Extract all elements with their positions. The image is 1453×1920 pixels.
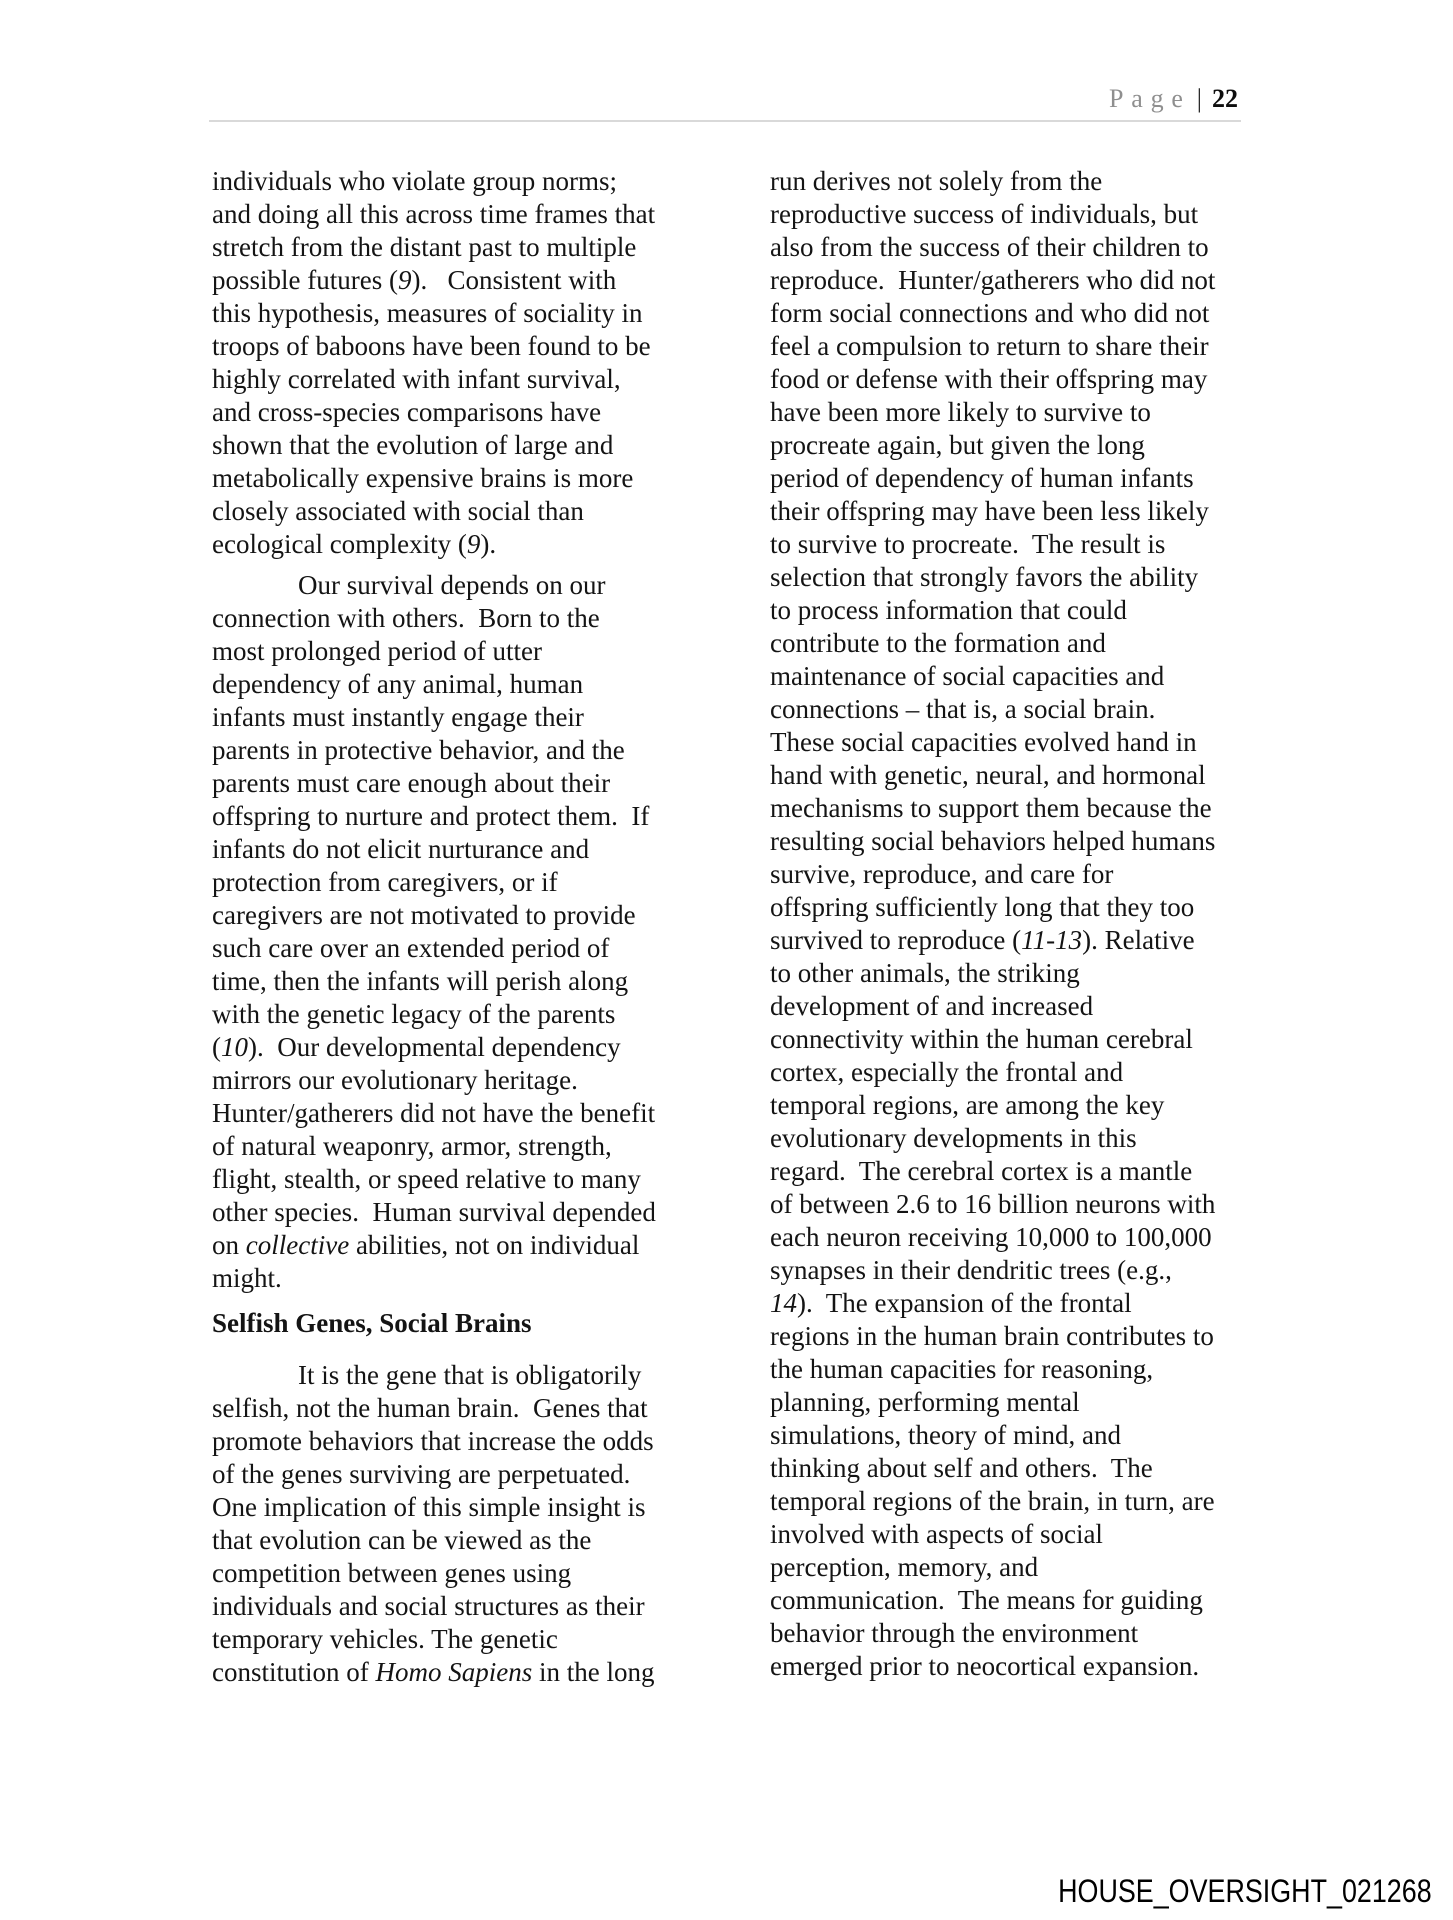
text-line: to process information that could — [770, 595, 1127, 625]
text-line: their offspring may have been less likely — [770, 496, 1209, 526]
header-rule — [209, 120, 1241, 122]
text-line: other species. Human survival depended — [212, 1197, 656, 1227]
text-line: perception, memory, and — [770, 1552, 1039, 1582]
text-line: involved with aspects of social — [770, 1519, 1103, 1549]
text-line: period of dependency of human infants — [770, 463, 1194, 493]
text-line: have been more likely to survive to — [770, 397, 1151, 427]
text-line: troops of baboons have been found to be — [212, 331, 651, 361]
text-line: infants must instantly engage their — [212, 702, 584, 732]
text-line: shown that the evolution of large and — [212, 430, 614, 460]
text-line: temporary vehicles. The genetic — [212, 1624, 558, 1654]
text-line: selfish, not the human brain. Genes that — [212, 1393, 648, 1423]
paragraph — [212, 569, 692, 1295]
text-line: possible futures (9). Consistent with — [212, 265, 617, 295]
text-line: thinking about self and others. The — [770, 1453, 1153, 1483]
text-line: on collective abilities, not on individual — [212, 1230, 640, 1260]
text-line: individuals who violate group norms; — [212, 166, 617, 196]
text-line: constitution of Homo Sapiens in the long — [212, 1657, 655, 1687]
text-line: and doing all this across time frames that — [212, 199, 656, 229]
text-line: 14). The expansion of the frontal — [770, 1288, 1132, 1318]
text-line: parents in protective behavior, and the — [212, 735, 625, 765]
text-line: survive, reproduce, and care for — [770, 859, 1114, 889]
text-line: Hunter/gatherers did not have the benefit — [212, 1098, 656, 1128]
text-column-right — [770, 165, 1250, 1691]
text-line: offspring sufficiently long that they too — [770, 892, 1195, 922]
text-line: It is the gene that is obligatorily — [298, 1360, 642, 1390]
text-line: promote behaviors that increase the odds — [212, 1426, 654, 1456]
text-column-left — [212, 165, 692, 1697]
text-line: cortex, especially the frontal and — [770, 1057, 1124, 1087]
text-line: communication. The means for guiding — [770, 1585, 1203, 1615]
text-line: hand with genetic, neural, and hormonal — [770, 760, 1206, 790]
text-line: selection that strongly favors the ability — [770, 562, 1199, 592]
text-line: connectivity within the human cerebral — [770, 1024, 1193, 1054]
section-heading — [212, 1307, 692, 1340]
text-line: ecological complexity (9). — [212, 529, 497, 559]
page-label: Page — [1109, 84, 1191, 113]
text-line: dependency of any animal, human — [212, 669, 584, 699]
text-line: regions in the human brain contributes to — [770, 1321, 1214, 1351]
text-line: highly correlated with infant survival, — [212, 364, 621, 394]
paragraph — [770, 165, 1250, 1683]
text-line: infants do not elicit nurturance and — [212, 834, 590, 864]
text-line: reproduce. Hunter/gatherers who did not — [770, 265, 1216, 295]
text-line: such care over an extended period of — [212, 933, 610, 963]
text-line: caregivers are not motivated to provide — [212, 900, 636, 930]
page-footer — [1059, 1872, 1432, 1910]
bates-number: HOUSE_OVERSIGHT_021268 — [1058, 1873, 1432, 1909]
page-separator: | — [1196, 84, 1202, 113]
text-line: resulting social behaviors helped humans — [770, 826, 1216, 856]
page-header — [1109, 82, 1238, 116]
text-line: mechanisms to support them because the — [770, 793, 1212, 823]
text-line: that evolution can be viewed as the — [212, 1525, 592, 1555]
text-line: the human capacities for reasoning, — [770, 1354, 1154, 1384]
text-line: evolutionary developments in this — [770, 1123, 1137, 1153]
text-line: and cross-species comparisons have — [212, 397, 602, 427]
text-line: temporal regions of the brain, in turn, are — [770, 1486, 1215, 1516]
text-line: maintenance of social capacities and — [770, 661, 1165, 691]
text-line: individuals and social structures as their — [212, 1591, 645, 1621]
text-line: Our survival depends on our — [298, 570, 606, 600]
text-line: temporal regions, are among the key — [770, 1090, 1165, 1120]
text-line: survived to reproduce (11-13). Relative — [770, 925, 1195, 955]
text-line: protection from caregivers, or if — [212, 867, 558, 897]
text-line: feel a compulsion to return to share their — [770, 331, 1209, 361]
text-line: closely associated with social than — [212, 496, 584, 526]
text-line: reproductive success of individuals, but — [770, 199, 1199, 229]
paragraph — [212, 1359, 692, 1689]
text-line: simulations, theory of mind, and — [770, 1420, 1121, 1450]
text-line: Selfish Genes, Social Brains — [212, 1308, 532, 1338]
text-line: (10). Our developmental dependency — [212, 1032, 621, 1062]
text-line: emerged prior to neocortical expansion. — [770, 1651, 1200, 1681]
text-line: procreate again, but given the long — [770, 430, 1145, 460]
text-line: regard. The cerebral cortex is a mantle — [770, 1156, 1193, 1186]
text-line: connections – that is, a social brain. — [770, 694, 1156, 724]
text-line: One implication of this simple insight is — [212, 1492, 646, 1522]
text-line: also from the success of their children to — [770, 232, 1209, 262]
text-line: development of and increased — [770, 991, 1094, 1021]
text-line: time, then the infants will perish along — [212, 966, 629, 996]
text-line: might. — [212, 1263, 282, 1293]
text-line: metabolically expensive brains is more — [212, 463, 634, 493]
text-line: stretch from the distant past to multiple — [212, 232, 637, 262]
text-line: form social connections and who did not — [770, 298, 1210, 328]
text-line: with the genetic legacy of the parents — [212, 999, 616, 1029]
text-line: food or defense with their offspring may — [770, 364, 1208, 394]
text-line: planning, performing mental — [770, 1387, 1080, 1417]
text-line: competition between genes using — [212, 1558, 572, 1588]
text-line: offspring to nurture and protect them. If — [212, 801, 650, 831]
text-line: parents must care enough about their — [212, 768, 611, 798]
text-line: most prolonged period of utter — [212, 636, 542, 666]
text-line: to survive to procreate. The result is — [770, 529, 1166, 559]
text-line: this hypothesis, measures of sociality in — [212, 298, 643, 328]
text-line: of between 2.6 to 16 billion neurons with — [770, 1189, 1216, 1219]
page-number: 22 — [1212, 84, 1238, 113]
text-line: These social capacities evolved hand in — [770, 727, 1197, 757]
text-line: flight, stealth, or speed relative to many — [212, 1164, 641, 1194]
text-line: synapses in their dendritic trees (e.g., — [770, 1255, 1172, 1285]
text-line: run derives not solely from the — [770, 166, 1103, 196]
text-line: contribute to the formation and — [770, 628, 1106, 658]
text-line: connection with others. Born to the — [212, 603, 600, 633]
text-line: to other animals, the striking — [770, 958, 1080, 988]
text-line: of the genes surviving are perpetuated. — [212, 1459, 631, 1489]
text-line: of natural weaponry, armor, strength, — [212, 1131, 612, 1161]
text-line: mirrors our evolutionary heritage. — [212, 1065, 578, 1095]
text-line: behavior through the environment — [770, 1618, 1139, 1648]
paragraph — [212, 165, 692, 561]
text-line: each neuron receiving 10,000 to 100,000 — [770, 1222, 1212, 1252]
